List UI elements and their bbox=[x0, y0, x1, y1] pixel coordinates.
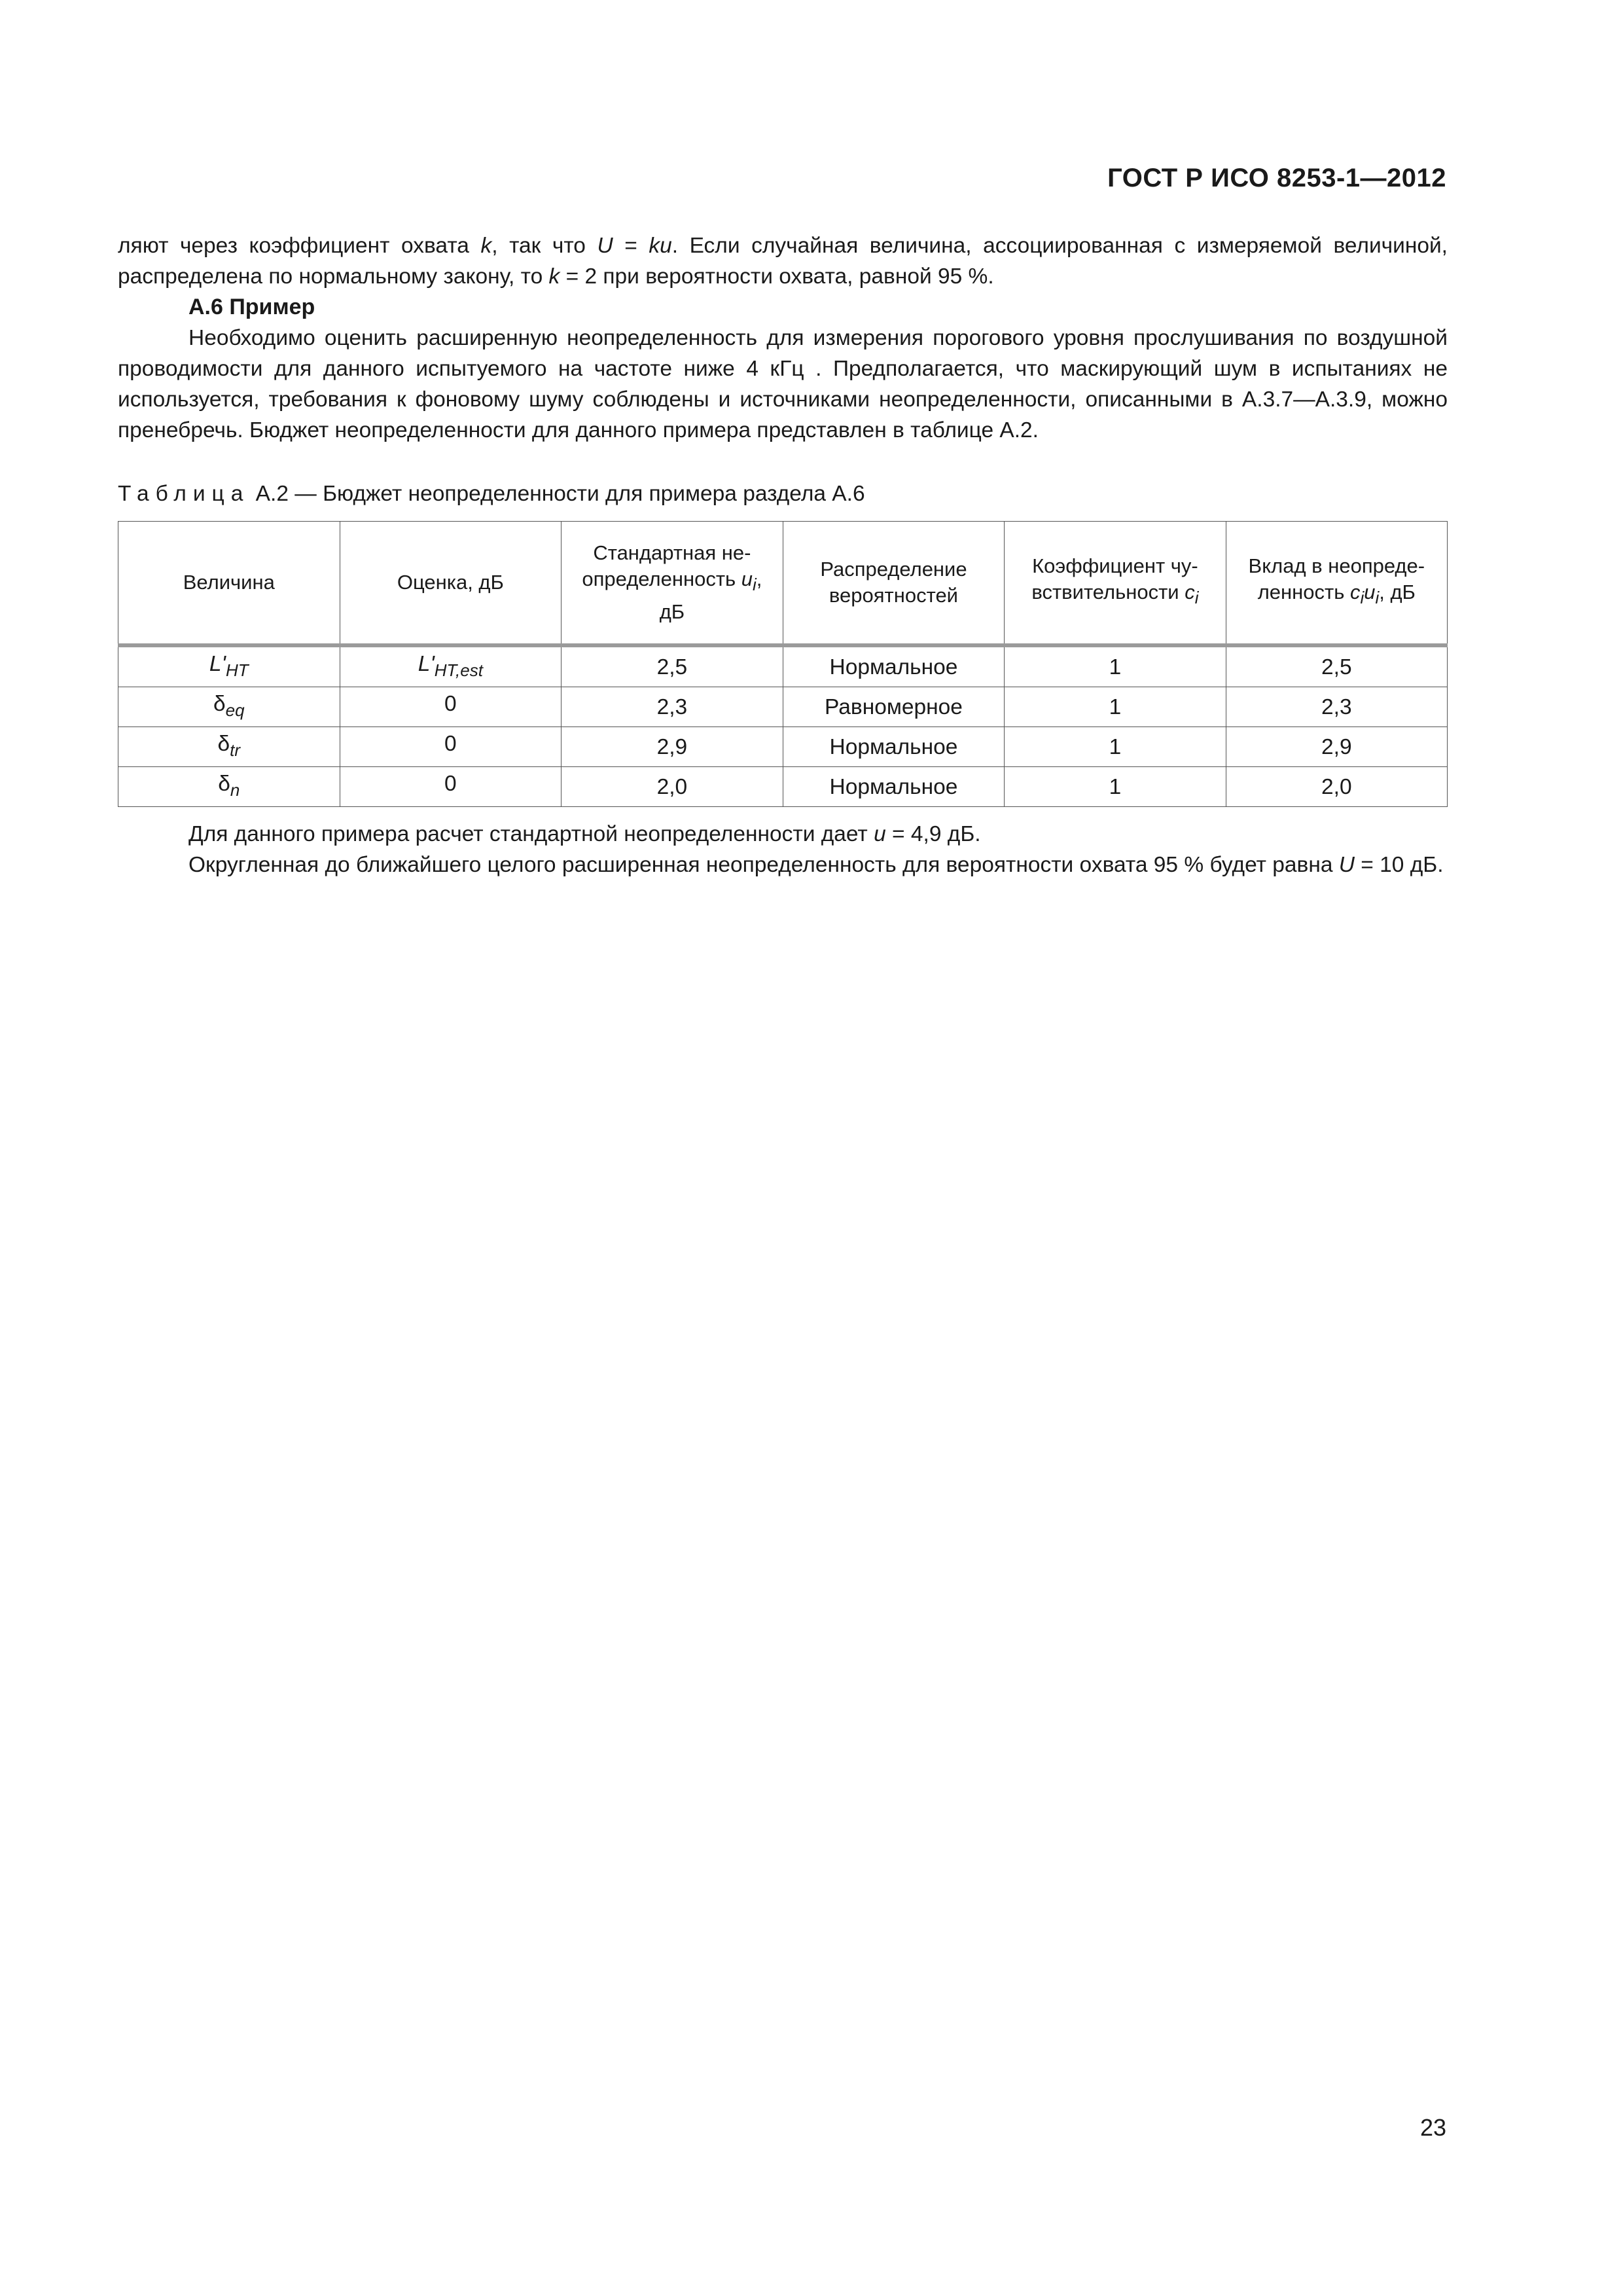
cell-distribution: Нормальное bbox=[783, 767, 1005, 807]
cell-sensitivity: 1 bbox=[1005, 645, 1226, 687]
section-title: А.6 Пример bbox=[188, 295, 315, 319]
cell-uncertainty: 2,3 bbox=[562, 687, 783, 727]
cell-estimate: $L'_{HT,est}$ bbox=[340, 645, 562, 687]
conclusion-paragraph-2: Округленная до ближайшего целого расширенная неопределенность для вероятности охвата 95 % будет равна U = 10 дБ. bbox=[188, 853, 1444, 877]
table-row bbox=[118, 767, 1448, 807]
cell-sensitivity: 1 bbox=[1005, 767, 1226, 807]
cell-contribution: 2,5 bbox=[1226, 645, 1447, 687]
table-caption: Таблица А.2 — Бюджет неопределенности для примера раздела А.6 bbox=[118, 482, 865, 506]
header-standard-uncertainty: Стандартная не- определенность $u_i$, дБ bbox=[562, 522, 783, 646]
cell-quantity: $\delta_{eq}$ bbox=[118, 687, 340, 727]
table-row bbox=[118, 645, 1448, 687]
cell-sensitivity: 1 bbox=[1005, 687, 1226, 727]
conclusion-paragraph-1: Для данного примера расчет стандартной неопределенности дает u = 4,9 дБ. bbox=[188, 822, 981, 846]
document-header: ГОСТ Р ИСО 8253-1—2012 bbox=[1107, 164, 1446, 192]
table-row bbox=[118, 727, 1448, 767]
page-number: 23 bbox=[1419, 2114, 1446, 2141]
cell-uncertainty: 2,5 bbox=[562, 645, 783, 687]
cell-estimate: 0 bbox=[340, 767, 562, 807]
cell-contribution: 2,9 bbox=[1226, 727, 1447, 767]
cell-uncertainty: 2,9 bbox=[562, 727, 783, 767]
header-distribution: Распределение вероятностей bbox=[783, 522, 1005, 646]
cell-contribution: 2,0 bbox=[1226, 767, 1447, 807]
uncertainty-budget-table bbox=[118, 521, 1448, 807]
cell-distribution: Равномерное bbox=[783, 687, 1005, 727]
cell-contribution: 2,3 bbox=[1226, 687, 1447, 727]
cell-sensitivity: 1 bbox=[1005, 727, 1226, 767]
cell-estimate: 0 bbox=[340, 687, 562, 727]
cell-quantity: $\delta_{tr}$ bbox=[118, 727, 340, 767]
section-paragraph: Необходимо оценить расширенную неопределенность для измерения порогового уровня прослушивания по воздушной проводимости для данного испытуемого на частоте ниже 4 кГц . Предполагается, что маскирующий шум в испытаниях не используется, требования к фоновому шуму соблюдены и источниками неопределенности, описанными в А.3.7—А.3.9, можно пренебречь. Бюджет неопределенности для данного примера представлен в таблице А.2. bbox=[118, 326, 1448, 442]
cell-quantity: $\delta_n$ bbox=[118, 767, 340, 807]
cell-uncertainty: 2,0 bbox=[562, 767, 783, 807]
table-row bbox=[118, 687, 1448, 727]
table-header-row bbox=[118, 522, 1448, 646]
header-sensitivity: Коэффициент чу- вствительности $c_i$ bbox=[1005, 522, 1226, 646]
header-estimate: Оценка, дБ bbox=[340, 522, 562, 646]
cell-quantity: $L'_{HT}$ bbox=[118, 645, 340, 687]
cell-estimate: 0 bbox=[340, 727, 562, 767]
cell-distribution: Нормальное bbox=[783, 727, 1005, 767]
page-content bbox=[118, 230, 1448, 880]
header-contribution: Вклад в неопреде- ленность $c_iu_i$, дБ bbox=[1226, 522, 1447, 646]
intro-paragraph: ляют через коэффициент охвата k, так что U = ku. Если случайная величина, ассоциированная с измеряемой величиной, распределена по нормальному закону, то k = 2 при вероятности охвата, равной 95 %. bbox=[118, 234, 1448, 289]
header-quantity: Величина bbox=[118, 522, 340, 646]
cell-distribution: Нормальное bbox=[783, 645, 1005, 687]
